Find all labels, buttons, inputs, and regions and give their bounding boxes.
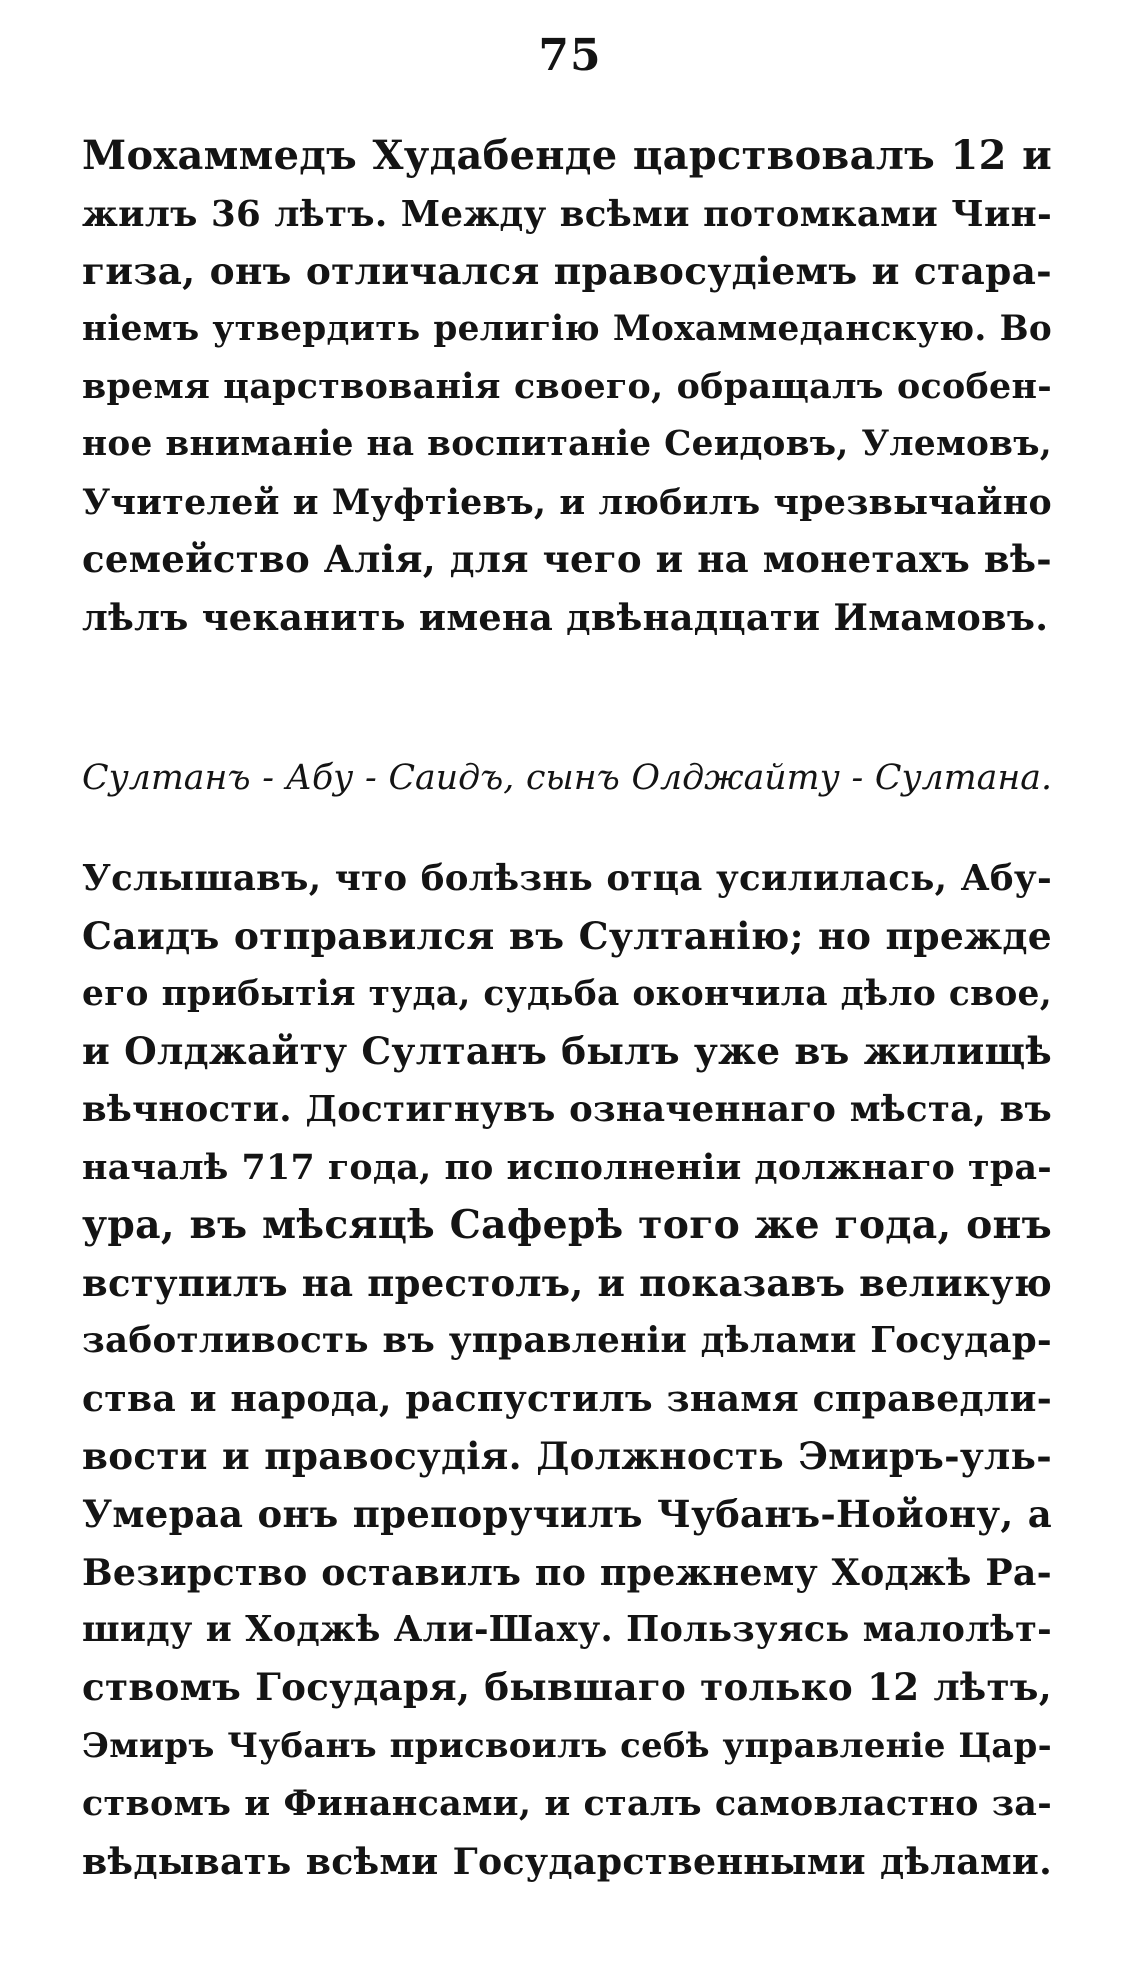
text-line: Услышавъ, что болѣзнь отца усилилась, Абу- (82, 858, 1052, 899)
text-line: ное вниманіе на воспитаніе Сеидовъ, Улемовъ, (82, 423, 1052, 464)
text-line: ствомъ Государя, бывшаго только 12 лѣтъ, (82, 1665, 1052, 1710)
text-line: ствомъ и Финансами, и сталъ самовластно за- (82, 1782, 1052, 1824)
text-line: ніемъ утвердить религію Мохаммеданскую. Во (82, 308, 1052, 349)
page-number: 75 (538, 30, 602, 81)
text-line: вступилъ на престолъ, и показавъ великую (82, 1260, 1052, 1305)
paragraph-abu-said (82, 850, 1052, 1890)
text-line: гиза, онъ отличался правосудіемъ и стара- (82, 249, 1052, 294)
section-heading: Султанъ - Абу - Саидъ, сынъ Олджайту - Султана. (82, 758, 1052, 798)
text-line: заботливость въ управленіи дѣлами Государ- (82, 1320, 1052, 1362)
text-line: Мохаммедъ Худабенде царствовалъ 12 и (82, 133, 1052, 179)
text-line: Умераа онъ препоручилъ Чубанъ-Нойону, а (82, 1491, 1052, 1536)
text-line: лѣлъ чеканить имена двѣнадцати Имамовъ. (82, 595, 1049, 639)
text-line: ства и народа, распустилъ знамя справедли- (82, 1377, 1052, 1421)
text-line: вѣчности. Достигнувъ означеннаго мѣста, въ (82, 1089, 1052, 1131)
text-line: Учителей и Муфтіевъ, и любилъ чрезвычайно (82, 481, 1052, 523)
text-line: шиду и Ходжѣ Али-Шаху. Пользуясь малолѣт- (82, 1609, 1052, 1651)
text-line: его прибытія туда, судьба окончила дѣло свое, (82, 973, 1052, 1014)
text-line: Саидъ отправился въ Султанію; но прежде (82, 913, 1052, 958)
text-line: Везирство оставилъ по прежнему Ходжѣ Ра- (82, 1550, 1052, 1594)
text-line: вѣдывать всѣми Государственными дѣлами. (82, 1839, 1052, 1883)
text-line: семейство Алія, для чего и на монетахъ вѣ- (82, 537, 1052, 582)
text-line: началѣ 717 года, по исполненіи должнаго тра- (82, 1146, 1052, 1188)
text-line: жилъ 36 лѣтъ. Между всѣми потомками Чин- (82, 193, 1052, 235)
text-line: время царствованія своего, обращалъ особен- (82, 366, 1052, 408)
paragraph-khudabende (82, 128, 1052, 646)
text-line: вости и правосудія. Должность Эмиръ-уль- (82, 1433, 1052, 1478)
text-line: ура, въ мѣсяцѣ Саферѣ того же года, онъ (82, 1201, 1052, 1248)
text-line: Эмиръ Чубанъ присвоилъ себѣ управленіе Цар- (82, 1724, 1052, 1765)
text-line: и Олджайту Султанъ былъ уже въ жилищѣ (82, 1029, 1052, 1074)
